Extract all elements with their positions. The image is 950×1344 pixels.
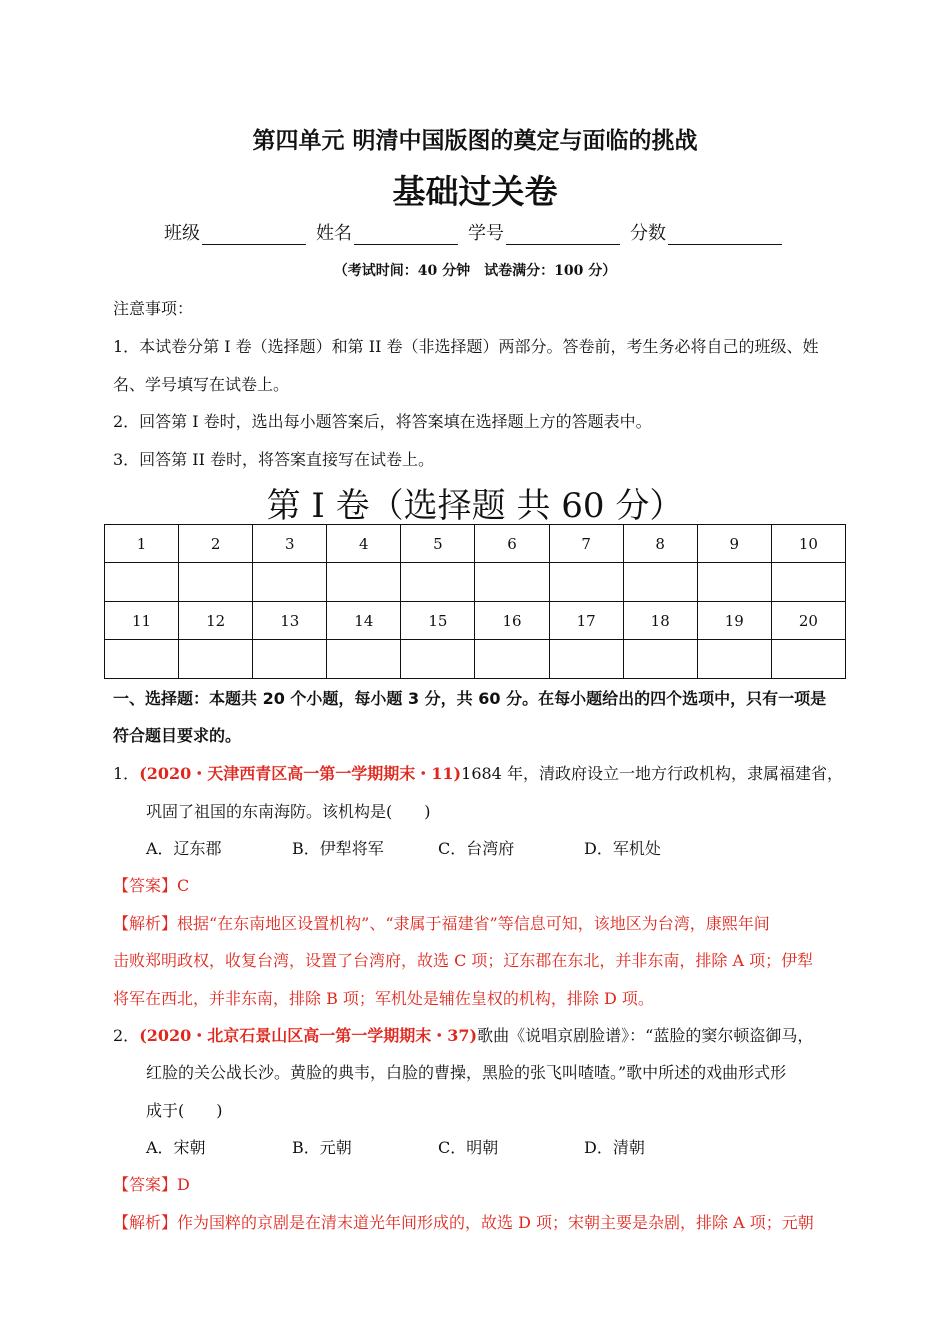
answer-cell[interactable] bbox=[771, 640, 845, 679]
note-item: 1．本试卷分第 I 卷（选择题）和第 II 卷（非选择题）两部分。答卷前，考生务必将自己的班级、姓 bbox=[113, 337, 819, 356]
option-a[interactable]: A．宋朝 bbox=[146, 1138, 206, 1157]
name-field[interactable] bbox=[316, 219, 458, 245]
answer-cell[interactable] bbox=[105, 640, 179, 679]
option-b[interactable]: B．伊犁将军 bbox=[292, 839, 384, 858]
question-number: 2． bbox=[113, 1026, 140, 1045]
answer-cell[interactable] bbox=[327, 640, 401, 679]
answer-grid-number-row bbox=[105, 525, 846, 563]
main-title: 基础过关卷 bbox=[392, 172, 558, 211]
question-number-cell: 7 bbox=[549, 525, 623, 563]
option-c[interactable]: C．明朝 bbox=[438, 1138, 499, 1157]
answer-cell[interactable] bbox=[623, 563, 697, 602]
question-2-answer: 【答案】D bbox=[113, 1175, 190, 1194]
question-number-cell: 15 bbox=[401, 602, 475, 640]
answer-cell[interactable] bbox=[401, 640, 475, 679]
answer-cell[interactable] bbox=[771, 563, 845, 602]
question-1-stem bbox=[113, 761, 843, 784]
option-d[interactable]: D．军机处 bbox=[584, 839, 661, 858]
question-number-cell: 16 bbox=[475, 602, 549, 640]
question-number-cell: 8 bbox=[623, 525, 697, 563]
answer-cell[interactable] bbox=[253, 563, 327, 602]
answer-cell[interactable] bbox=[179, 563, 253, 602]
question-source: (2020・天津西青区高一第一学期期末・11) bbox=[139, 764, 462, 783]
question-number-cell: 3 bbox=[253, 525, 327, 563]
question-number-cell: 14 bbox=[327, 602, 401, 640]
question-number-cell: 11 bbox=[105, 602, 179, 640]
question-number-cell: 17 bbox=[549, 602, 623, 640]
question-number-cell: 5 bbox=[401, 525, 475, 563]
answer-cell[interactable] bbox=[475, 563, 549, 602]
score-label: 分数 bbox=[630, 223, 666, 244]
student-id-label: 学号 bbox=[468, 223, 504, 244]
question-1-analysis: 击败郑明政权，收复台湾，设置了台湾府，故选 C 项；辽东郡在东北，并非东南，排除 A 项；伊犁 bbox=[113, 951, 814, 970]
answer-cell[interactable] bbox=[401, 563, 475, 602]
question-2-stem bbox=[113, 1023, 813, 1046]
question-2-stem-cont: 成于( ) bbox=[146, 1101, 223, 1120]
answer-grid-answer-row bbox=[105, 563, 846, 602]
question-1-answer: 【答案】C bbox=[113, 876, 190, 895]
name-label: 姓名 bbox=[316, 223, 352, 244]
answer-cell[interactable] bbox=[697, 640, 771, 679]
student-info-row bbox=[164, 219, 792, 245]
note-item: 2．回答第 I 卷时，选出每小题答案后，将答案填在选择题上方的答题表中。 bbox=[113, 412, 652, 431]
question-number-cell: 20 bbox=[771, 602, 845, 640]
answer-cell[interactable] bbox=[549, 563, 623, 602]
class-blank[interactable] bbox=[202, 226, 306, 245]
question-2-options bbox=[146, 1135, 730, 1158]
question-1-options bbox=[146, 836, 730, 859]
answer-grid-number-row bbox=[105, 602, 846, 640]
question-number-cell: 10 bbox=[771, 525, 845, 563]
option-b[interactable]: B．元朝 bbox=[292, 1138, 352, 1157]
question-2-stem-cont: 红脸的关公战长沙。黄脸的典韦，白脸的曹操，黑脸的张飞叫喳喳。”歌中所述的戏曲形式形 bbox=[146, 1063, 787, 1082]
section-heading-cont: 符合题目要求的。 bbox=[113, 726, 242, 745]
answer-grid bbox=[104, 524, 846, 679]
section-heading: 一、选择题：本题共 20 个小题，每小题 3 分，共 60 分。在每小题给出的四个选项中，只有一项是 bbox=[113, 689, 827, 708]
question-number-cell: 9 bbox=[697, 525, 771, 563]
question-number: 1． bbox=[113, 764, 140, 783]
question-source: (2020・北京石景山区高一第一学期期末・37) bbox=[139, 1026, 478, 1045]
score-field[interactable] bbox=[630, 219, 782, 245]
question-1-analysis: 【解析】根据“在东南地区设置机构”、“隶属于福建省”等信息可知，该地区为台湾，康熙年间 bbox=[113, 914, 770, 933]
question-stem: 歌曲《说唱京剧脸谱》：“蓝脸的窦尔顿盗御马， bbox=[477, 1026, 814, 1045]
student-id-blank[interactable] bbox=[506, 226, 620, 245]
answer-cell[interactable] bbox=[475, 640, 549, 679]
answer-cell[interactable] bbox=[327, 563, 401, 602]
answer-cell[interactable] bbox=[697, 563, 771, 602]
question-number-cell: 1 bbox=[105, 525, 179, 563]
unit-title: 第四单元 明清中国版图的奠定与面临的挑战 bbox=[252, 128, 698, 154]
name-blank[interactable] bbox=[354, 226, 458, 245]
question-number-cell: 4 bbox=[327, 525, 401, 563]
note-item: 3．回答第 II 卷时，将答案直接写在试卷上。 bbox=[113, 450, 434, 469]
class-label: 班级 bbox=[164, 223, 200, 244]
option-d[interactable]: D．清朝 bbox=[584, 1138, 645, 1157]
score-blank[interactable] bbox=[668, 226, 782, 245]
answer-cell[interactable] bbox=[179, 640, 253, 679]
question-2-analysis: 【解析】作为国粹的京剧是在清末道光年间形成的，故选 D 项；宋朝主要是杂剧，排除 A 项；元朝 bbox=[113, 1213, 814, 1232]
answer-grid-answer-row bbox=[105, 640, 846, 679]
question-number-cell: 2 bbox=[179, 525, 253, 563]
answer-cell[interactable] bbox=[623, 640, 697, 679]
class-field[interactable] bbox=[164, 219, 306, 245]
note-item: 名、学号填写在试卷上。 bbox=[113, 375, 290, 394]
question-number-cell: 19 bbox=[697, 602, 771, 640]
answer-cell[interactable] bbox=[253, 640, 327, 679]
question-number-cell: 6 bbox=[475, 525, 549, 563]
exam-time: （考试时间：40 分钟 试卷满分：100 分） bbox=[333, 263, 617, 279]
question-number-cell: 12 bbox=[179, 602, 253, 640]
option-c[interactable]: C．台湾府 bbox=[438, 839, 515, 858]
question-1-stem-cont: 巩固了祖国的东南海防。该机构是( ) bbox=[146, 802, 431, 821]
option-a[interactable]: A．辽东郡 bbox=[146, 839, 222, 858]
answer-cell[interactable] bbox=[549, 640, 623, 679]
question-number-cell: 18 bbox=[623, 602, 697, 640]
question-number-cell: 13 bbox=[253, 602, 327, 640]
question-1-analysis: 将军在西北，并非东南，排除 B 项；军机处是辅佐皇权的机构，排除 D 项。 bbox=[113, 989, 654, 1008]
answer-cell[interactable] bbox=[105, 563, 179, 602]
volume-title: 第 I 卷（选择题 共 60 分） bbox=[266, 486, 684, 526]
notes-heading: 注意事项： bbox=[113, 299, 194, 318]
student-id-field[interactable] bbox=[468, 219, 620, 245]
question-stem: 1684 年，清政府设立一地方行政机构，隶属福建省， bbox=[461, 764, 843, 783]
